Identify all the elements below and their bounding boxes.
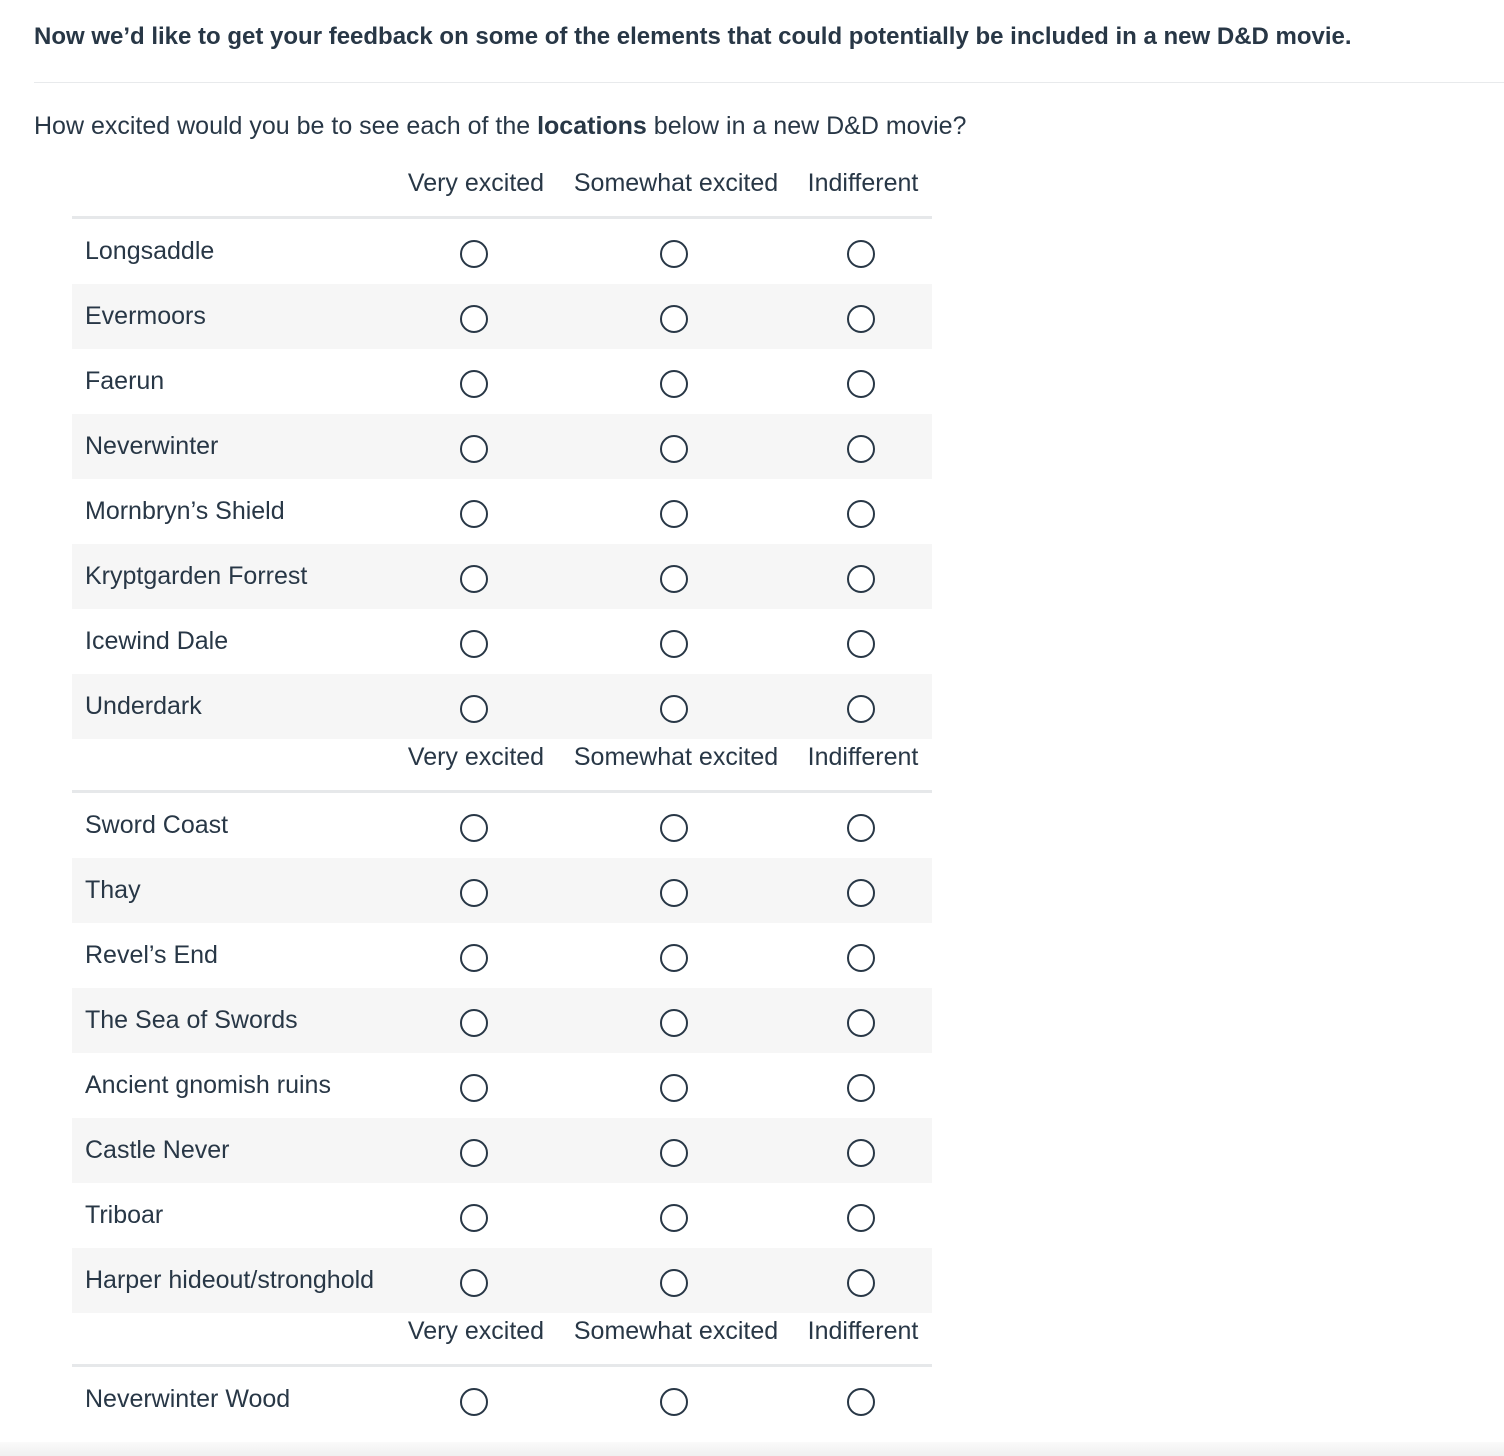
row-label: Longsaddle [85, 237, 215, 265]
radio-very-excited[interactable] [460, 370, 488, 398]
matrix-row-underdark [72, 674, 932, 739]
row-label: Evermoors [85, 302, 206, 330]
question-emphasis: locations [537, 112, 647, 140]
column-header-row [72, 165, 932, 219]
row-label: Neverwinter Wood [85, 1385, 291, 1413]
radio-very-excited[interactable] [460, 1139, 488, 1167]
radio-very-excited[interactable] [460, 879, 488, 907]
radio-indifferent[interactable] [847, 1269, 875, 1297]
radio-very-excited[interactable] [460, 240, 488, 268]
row-label: Castle Never [85, 1136, 230, 1164]
matrix-row-mornbryn-s-shield [72, 479, 932, 544]
matrix-row-kryptgarden-forrest [72, 544, 932, 609]
radio-somewhat-excited[interactable] [660, 1204, 688, 1232]
radio-somewhat-excited[interactable] [660, 695, 688, 723]
row-label: Faerun [85, 367, 165, 395]
radio-very-excited[interactable] [460, 305, 488, 333]
row-label: Thay [85, 876, 141, 904]
radio-indifferent[interactable] [847, 500, 875, 528]
column-label-indifferent: Indifferent [807, 169, 919, 197]
question-text-start: How excited would you be to see each of the [34, 112, 538, 140]
row-label: Kryptgarden Forrest [85, 562, 308, 590]
radio-indifferent[interactable] [847, 1139, 875, 1167]
radio-indifferent[interactable] [847, 879, 875, 907]
location-matrix [72, 165, 932, 1432]
radio-somewhat-excited[interactable] [660, 879, 688, 907]
divider [34, 82, 1504, 83]
radio-indifferent[interactable] [847, 630, 875, 658]
radio-somewhat-excited[interactable] [660, 565, 688, 593]
radio-indifferent[interactable] [847, 1388, 875, 1416]
radio-indifferent[interactable] [847, 1204, 875, 1232]
radio-very-excited[interactable] [460, 1388, 488, 1416]
radio-indifferent[interactable] [847, 814, 875, 842]
radio-indifferent[interactable] [847, 435, 875, 463]
matrix-row-harper-hideout-stronghold [72, 1248, 932, 1313]
row-label: Triboar [85, 1201, 164, 1229]
radio-somewhat-excited[interactable] [660, 1074, 688, 1102]
column-label-indifferent: Indifferent [807, 1317, 919, 1345]
row-label: Harper hideout/stronghold [85, 1266, 375, 1294]
matrix-row-castle-never [72, 1118, 932, 1183]
radio-indifferent[interactable] [847, 1009, 875, 1037]
radio-somewhat-excited[interactable] [660, 1139, 688, 1167]
radio-indifferent[interactable] [847, 305, 875, 333]
radio-very-excited[interactable] [460, 435, 488, 463]
matrix-row-faerun [72, 349, 932, 414]
radio-somewhat-excited[interactable] [660, 630, 688, 658]
column-label-very-excited: Very excited [407, 1317, 545, 1345]
radio-somewhat-excited[interactable] [660, 305, 688, 333]
row-label: Mornbryn’s Shield [85, 497, 285, 525]
matrix-row-evermoors [72, 284, 932, 349]
matrix-row-the-sea-of-swords [72, 988, 932, 1053]
row-label: Underdark [85, 692, 202, 720]
radio-very-excited[interactable] [460, 944, 488, 972]
radio-somewhat-excited[interactable] [660, 500, 688, 528]
radio-very-excited[interactable] [460, 1074, 488, 1102]
radio-indifferent[interactable] [847, 1074, 875, 1102]
matrix-row-neverwinter-wood [72, 1367, 932, 1432]
question-text [34, 111, 966, 141]
radio-very-excited[interactable] [460, 500, 488, 528]
radio-somewhat-excited[interactable] [660, 370, 688, 398]
radio-very-excited[interactable] [460, 1269, 488, 1297]
column-header-row [72, 1313, 932, 1367]
matrix-row-ancient-gnomish-ruins [72, 1053, 932, 1118]
column-header-row [72, 739, 932, 793]
radio-indifferent[interactable] [847, 370, 875, 398]
radio-very-excited[interactable] [460, 565, 488, 593]
column-label-very-excited: Very excited [407, 169, 545, 197]
column-label-very-excited: Very excited [407, 743, 545, 771]
radio-somewhat-excited[interactable] [660, 1269, 688, 1297]
matrix-row-longsaddle [72, 219, 932, 284]
radio-very-excited[interactable] [460, 1009, 488, 1037]
radio-somewhat-excited[interactable] [660, 1388, 688, 1416]
radio-indifferent[interactable] [847, 240, 875, 268]
column-label-somewhat-excited: Somewhat excited [573, 743, 779, 771]
radio-somewhat-excited[interactable] [660, 1009, 688, 1037]
radio-indifferent[interactable] [847, 565, 875, 593]
matrix-row-neverwinter [72, 414, 932, 479]
column-label-indifferent: Indifferent [807, 743, 919, 771]
row-label: Icewind Dale [85, 627, 229, 655]
radio-very-excited[interactable] [460, 695, 488, 723]
row-label: Sword Coast [85, 811, 229, 839]
matrix-row-thay [72, 858, 932, 923]
question-text-end: below in a new D&D movie? [646, 112, 967, 140]
radio-indifferent[interactable] [847, 944, 875, 972]
row-label: The Sea of Swords [85, 1006, 298, 1034]
page-bottom-edge [0, 1442, 1504, 1456]
row-label: Neverwinter [85, 432, 219, 460]
row-label: Revel’s End [85, 941, 218, 969]
matrix-row-revel-s-end [72, 923, 932, 988]
column-label-somewhat-excited: Somewhat excited [573, 169, 779, 197]
row-label: Ancient gnomish ruins [85, 1071, 331, 1099]
matrix-row-triboar [72, 1183, 932, 1248]
radio-somewhat-excited[interactable] [660, 814, 688, 842]
radio-somewhat-excited[interactable] [660, 240, 688, 268]
radio-very-excited[interactable] [460, 814, 488, 842]
radio-very-excited[interactable] [460, 630, 488, 658]
radio-somewhat-excited[interactable] [660, 435, 688, 463]
section-heading: Now we’d like to get your feedback on some of the elements that could potentially be included in a new D&D movie. [34, 23, 1352, 50]
radio-indifferent[interactable] [847, 695, 875, 723]
column-label-somewhat-excited: Somewhat excited [573, 1317, 779, 1345]
matrix-row-sword-coast [72, 793, 932, 858]
radio-somewhat-excited[interactable] [660, 944, 688, 972]
radio-very-excited[interactable] [460, 1204, 488, 1232]
matrix-row-icewind-dale [72, 609, 932, 674]
